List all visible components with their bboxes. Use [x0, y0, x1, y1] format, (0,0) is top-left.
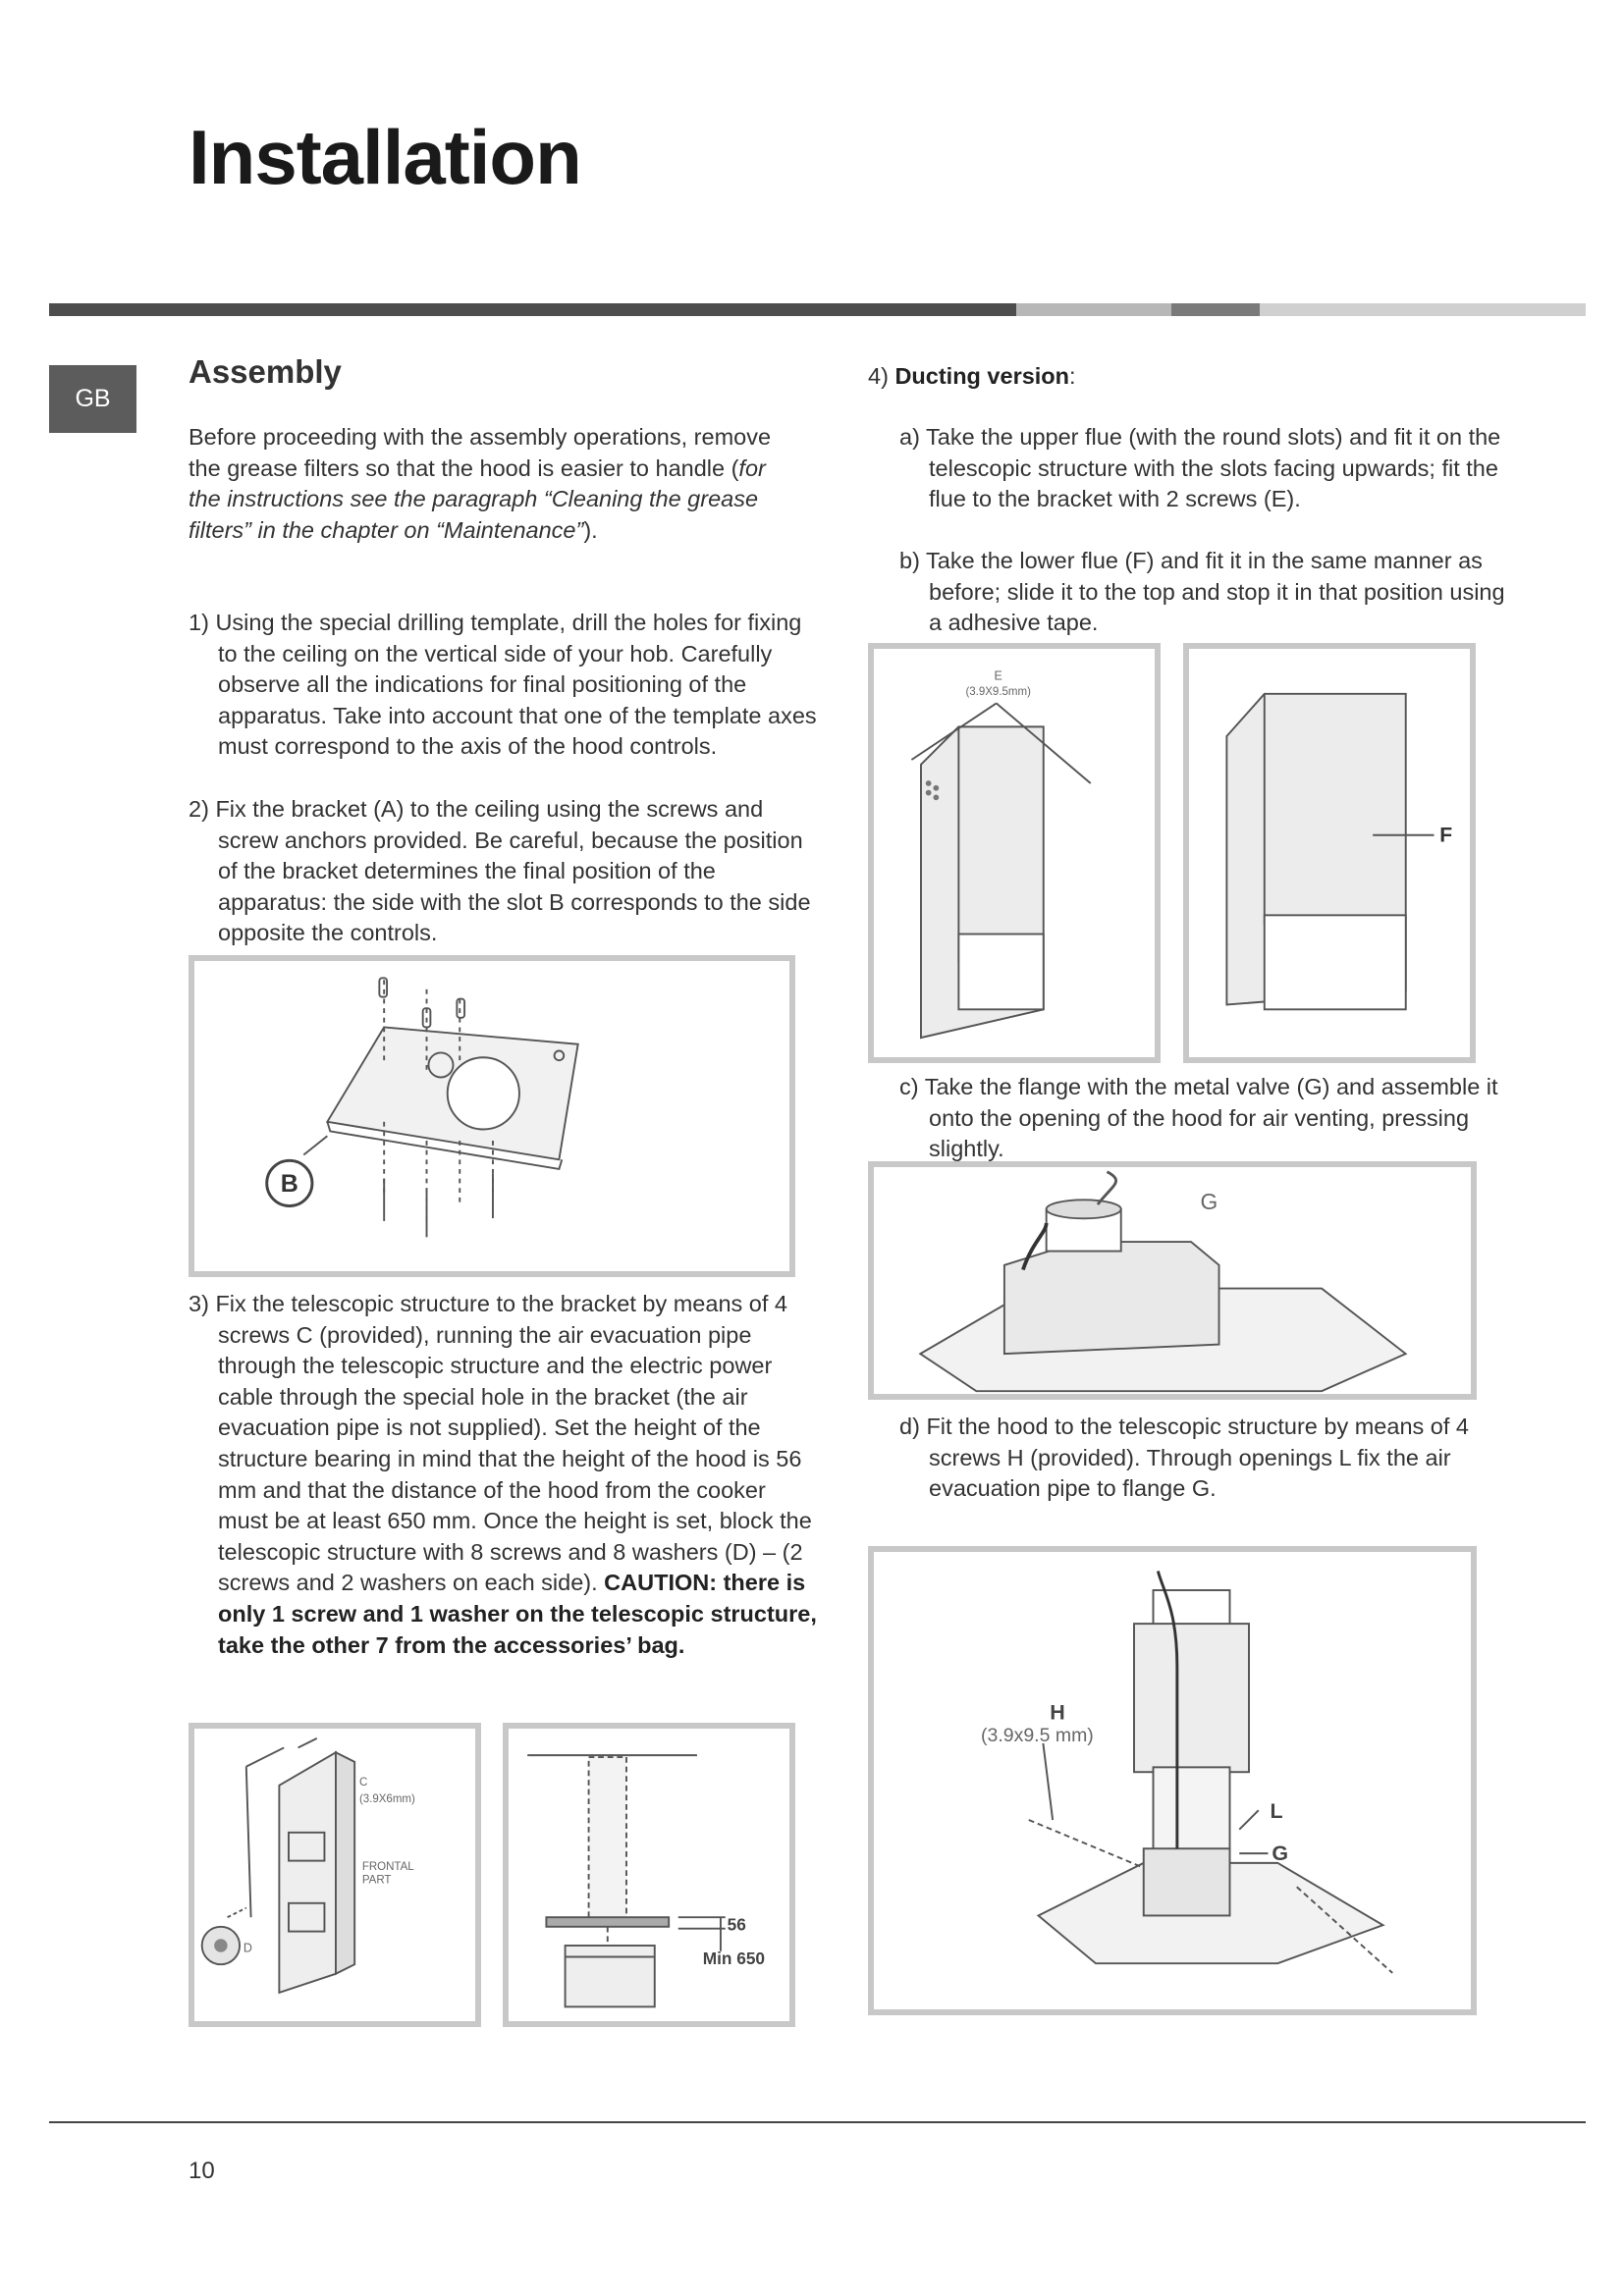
label-screws-c: C — [358, 1776, 368, 1789]
step-4d-number: d) — [899, 1414, 920, 1439]
flange-valve-illustration — [874, 1167, 1471, 1394]
label-bracket-b: B — [280, 1170, 298, 1199]
label-screws-e-size: (3.9X9.5mm) — [965, 685, 1031, 698]
step-4-colon: : — [1069, 363, 1076, 389]
step-4c-text: Take the flange with the metal valve (G) and assemble it onto the opening of the hood for air venting, pressing slightly. — [924, 1074, 1498, 1162]
hood-fitting-illustration — [874, 1552, 1471, 2009]
bracket-illustration — [194, 961, 789, 1271]
intro-paragraph — [189, 422, 797, 546]
step-2 — [189, 794, 819, 949]
label-frontal-part-1: FRONTAL — [361, 1861, 414, 1874]
step-1-number: 1) — [189, 610, 209, 635]
telescopic-structure-illustration — [194, 1729, 475, 2021]
label-valve-g: G — [1200, 1188, 1218, 1214]
step-4c — [899, 1072, 1508, 1165]
label-screws-h: H — [1050, 1700, 1065, 1725]
step-4d-text: Fit the hood to the telescopic structure by means of 4 screws H (provided). Through openings L fix the air evacuation pipe to flange G. — [926, 1414, 1469, 1502]
step-4a-number: a) — [899, 424, 920, 450]
figure-hood-fitting — [868, 1546, 1477, 2015]
step-4b-number: b) — [899, 548, 920, 573]
step-2-number: 2) — [189, 796, 209, 822]
step-4-number: 4) — [868, 363, 889, 389]
step-4a — [899, 422, 1508, 515]
step-4-title: Ducting version — [894, 363, 1070, 389]
lower-flue-illustration — [1189, 649, 1470, 1057]
label-screws-h-size: (3.9x9.5 mm) — [981, 1725, 1094, 1747]
step-1-text: Using the special drilling template, drill the holes for fixing to the ceiling on the vertical side of your hob. Carefully observe all the indications for final positioning of the apparatus. Take into account that one of the template axes must correspond to the axis of the hood controls. — [215, 610, 817, 760]
step-4b-text: Take the lower flue (F) and fit it in the same manner as before; slide it to the top and stop it in that position using a adhesive tape. — [926, 548, 1505, 636]
label-dim-56: 56 — [727, 1914, 746, 1935]
step-3-caution: CAUTION: there is only 1 screw and 1 washer on the telescopic structure, take the other 7 from the accessories’ bag. — [218, 1570, 817, 1658]
footer-rule — [49, 2121, 1586, 2123]
step-1 — [189, 608, 819, 763]
page-title: Installation — [189, 114, 581, 200]
intro-text-1: Before proceeding with the assembly operations, remove the grease filters so that the hood is easier to handle ( — [189, 424, 772, 481]
step-3-number: 3) — [189, 1291, 209, 1316]
label-dim-min650: Min 650 — [702, 1949, 766, 1969]
label-screws-e: E — [994, 668, 1002, 683]
figure-bracket — [189, 955, 795, 1277]
label-flange-g: G — [1272, 1841, 1289, 1865]
step-2-text: Fix the bracket (A) to the ceiling using the screws and screw anchors provided. Be careful, because the position of the bracket determines the final position of the apparatus: the side with the slot B corresponds to the side opposite the controls. — [215, 796, 811, 946]
label-screws-c-size: (3.9X6mm) — [358, 1793, 415, 1806]
language-tab: GB — [49, 365, 136, 433]
label-frontal-part-2: PART — [361, 1874, 392, 1887]
figure-upper-flue — [868, 643, 1161, 1063]
label-washer-d: D — [243, 1941, 252, 1955]
intro-italic: for the instructions see the paragraph “Cleaning the grease filters” in the chapter on “Maintenance” — [189, 454, 766, 543]
step-4b — [899, 546, 1508, 639]
label-openings-l: L — [1270, 1799, 1283, 1824]
header-bar-mid — [1171, 303, 1260, 316]
label-flue-f: F — [1439, 824, 1453, 847]
step-4a-text: Take the upper flue (with the round slots) and fit it on the telescopic structure with the slots facing upwards; fit the flue to the bracket with 2 screws (E). — [926, 424, 1501, 512]
step-3-text: Fix the telescopic structure to the bracket by means of 4 screws C (provided), running the air evacuation pipe through the telescopic structure and the electric power cable through the special hole in the bracket (the air evacuation pipe is not supplied). Set the height of the structure bearing in mind that the height of the hood is 56 mm and that the distance of the hood from the cooker must be at least 650 mm. Once the height is set, block the telescopic structure with 8 screws and 8 washers (D) – (2 screws and 2 washers on each side). — [215, 1291, 812, 1596]
height-dimensions-illustration — [509, 1729, 789, 2021]
figure-height-dimensions — [503, 1723, 795, 2027]
intro-text-2: ). — [583, 516, 598, 543]
header-bar-pale — [1260, 303, 1586, 316]
figure-telescopic-structure — [189, 1723, 481, 2027]
step-4d — [899, 1412, 1508, 1505]
step-3 — [189, 1289, 819, 1661]
step-4c-number: c) — [899, 1074, 919, 1099]
upper-flue-illustration — [874, 649, 1155, 1057]
section-heading-assembly: Assembly — [189, 353, 342, 390]
figure-flange-valve — [868, 1161, 1477, 1400]
step-4-heading — [868, 361, 1477, 393]
header-bar-dark — [49, 303, 1016, 316]
page-number: 10 — [189, 2158, 215, 2184]
figure-lower-flue — [1183, 643, 1476, 1063]
header-bar-light — [1016, 303, 1171, 316]
